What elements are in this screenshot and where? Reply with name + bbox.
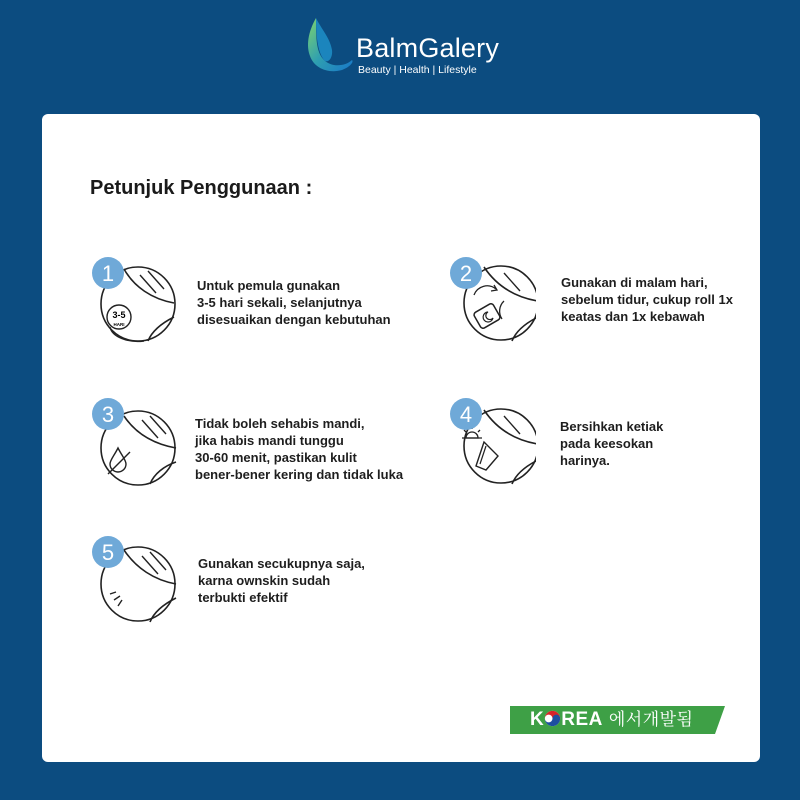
brand-tagline: Beauty | Health | Lifestyle — [358, 64, 477, 76]
step-number: 5 — [101, 540, 115, 565]
step-2 — [446, 257, 786, 347]
korea-badge — [510, 706, 725, 734]
calendar-cycle-icon — [88, 257, 178, 347]
page-title: Petunjuk Penggunaan : — [90, 177, 313, 199]
badge-letter-k: K — [530, 709, 545, 730]
cycle-label: 3-5 — [112, 310, 126, 320]
step-5 — [88, 536, 428, 626]
usage-card — [42, 114, 760, 762]
step-number: 2 — [459, 261, 473, 286]
step-1 — [88, 257, 428, 347]
step-text: Untuk pemula gunakan 3-5 hari sekali, selanjutnya disesuaikan dengan kebutuhan — [197, 278, 391, 327]
sunrise-towel-icon — [446, 398, 536, 488]
cycle-sublabel: HARI — [113, 322, 125, 327]
korea-label — [510, 706, 693, 734]
sparkle-icon — [88, 536, 178, 626]
badge-hangul: 에서개발됨 — [608, 710, 694, 729]
step-text: Gunakan secukupnya saja, karna ownskin sudah terbukti efektif — [198, 556, 365, 605]
step-text: Tidak boleh sehabis mandi, jika habis mandi tunggu 30-60 menit, pastikan kulit bener-bener kering dan tidak luka — [195, 416, 404, 482]
leaf-drop-icon — [302, 16, 354, 76]
step-text: Gunakan di malam hari, sebelum tidur, cukup roll 1x keatas dan 1x kebawah — [561, 275, 733, 324]
korea-flag-o-icon — [544, 710, 561, 727]
step-text: Bersihkan ketiak pada keesokan harinya. — [560, 419, 664, 468]
step-number: 4 — [459, 402, 473, 427]
step-4 — [446, 398, 786, 488]
step-number: 1 — [101, 261, 115, 286]
roll-on-night-icon — [446, 257, 536, 347]
brand-name: BalmGalery — [356, 33, 500, 63]
water-drop-icon — [88, 398, 178, 488]
header — [0, 0, 800, 112]
step-number: 3 — [101, 402, 115, 427]
step-3 — [88, 398, 428, 488]
badge-letters-rea: REA — [561, 709, 603, 730]
